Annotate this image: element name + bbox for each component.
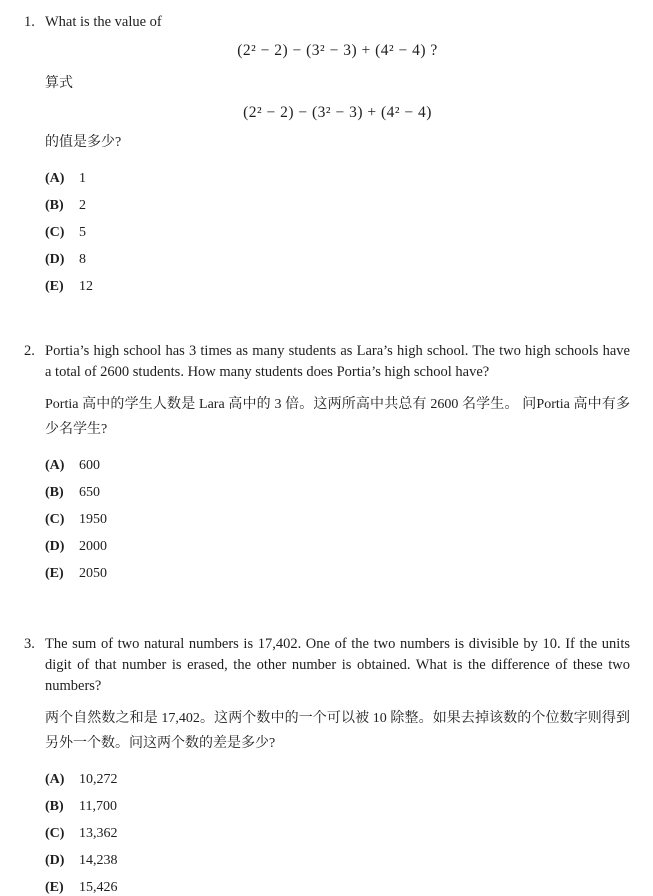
question-2-options [45,458,630,582]
question-3-option-b [45,799,630,815]
question-2-option-c [45,512,630,528]
option-value: 11,700 [79,799,117,814]
option-value: 2050 [79,566,107,581]
option-value: 2 [79,198,86,213]
question-2-chinese-text: Portia 高中的学生人数是 Lara 高中的 3 倍。这两所高中共总有 2600 名学生。 问Portia 高中有多少名学生? [45,397,630,437]
question-1-body [45,12,630,295]
option-label: (E) [45,279,64,294]
question-1-option-c [45,225,630,241]
option-label: (C) [45,826,65,841]
question-3-number: 3. [24,636,35,652]
question-3-english-text: The sum of two natural numbers is 17,402. One of the two numbers is divisible by 10. If the units digit of that number is erased, the other number is obtained. What is the difference of these two numbers? [45,636,630,694]
option-label: (B) [45,799,64,814]
option-label: (A) [45,772,65,787]
option-label: (D) [45,252,65,267]
question-1-formula-chinese: (2² − 2) − (3² − 3) + (4² − 4) [243,104,432,121]
option-label: (E) [45,566,64,581]
question-1-option-a [45,171,630,187]
option-label: (D) [45,539,65,554]
question-2-option-a [45,458,630,474]
question-1-option-d [45,252,630,268]
question-1-option-e [45,279,630,295]
option-value: 5 [79,225,86,240]
question-2-english-text: Portia’s high school has 3 times as many students as Lara’s high school. The two high schools have a total of 2600 students. How many students does Portia’s high school have? [45,343,630,380]
question-1-options [45,171,630,295]
option-value: 12 [79,279,93,294]
option-value: 14,238 [79,853,118,868]
option-value: 1 [79,171,86,186]
question-3-option-e [45,880,630,896]
option-value: 8 [79,252,86,267]
question-1 [24,12,630,295]
option-label: (A) [45,458,65,473]
option-value: 650 [79,485,100,500]
option-value: 13,362 [79,826,118,841]
option-label: (D) [45,853,65,868]
question-1-option-b [45,198,630,214]
question-3-option-d [45,853,630,869]
question-1-number: 1. [24,14,35,30]
question-2-option-e [45,566,630,582]
question-1-formula-english: (2² − 2) − (3² − 3) + (4² − 4) ? [237,42,438,59]
option-value: 15,426 [79,880,118,895]
question-2 [24,341,630,582]
question-2-number: 2. [24,343,35,359]
question-3-chinese-text: 两个自然数之和是 17,402。这两个数中的一个可以被 10 除整。如果去掉该数的个位数字则得到另外一个数。问这两个数的差是多少? [45,711,630,751]
question-3-option-c [45,826,630,842]
question-3-options [45,772,630,896]
question-1-chinese-intro: 算式 [45,76,73,91]
option-label: (E) [45,880,64,895]
question-2-option-d [45,539,630,555]
option-value: 10,272 [79,772,118,787]
question-3 [24,634,630,896]
option-label: (A) [45,171,65,186]
question-2-option-b [45,485,630,501]
option-label: (B) [45,485,64,500]
question-1-english-intro: What is the value of [45,14,162,30]
question-3-body [45,634,630,896]
option-label: (C) [45,225,65,240]
question-1-chinese-question: 的值是多少? [45,135,122,150]
option-value: 2000 [79,539,107,554]
option-value: 1950 [79,512,107,527]
option-label: (C) [45,512,65,527]
question-2-body [45,341,630,582]
option-label: (B) [45,198,64,213]
option-value: 600 [79,458,100,473]
question-3-option-a [45,772,630,788]
